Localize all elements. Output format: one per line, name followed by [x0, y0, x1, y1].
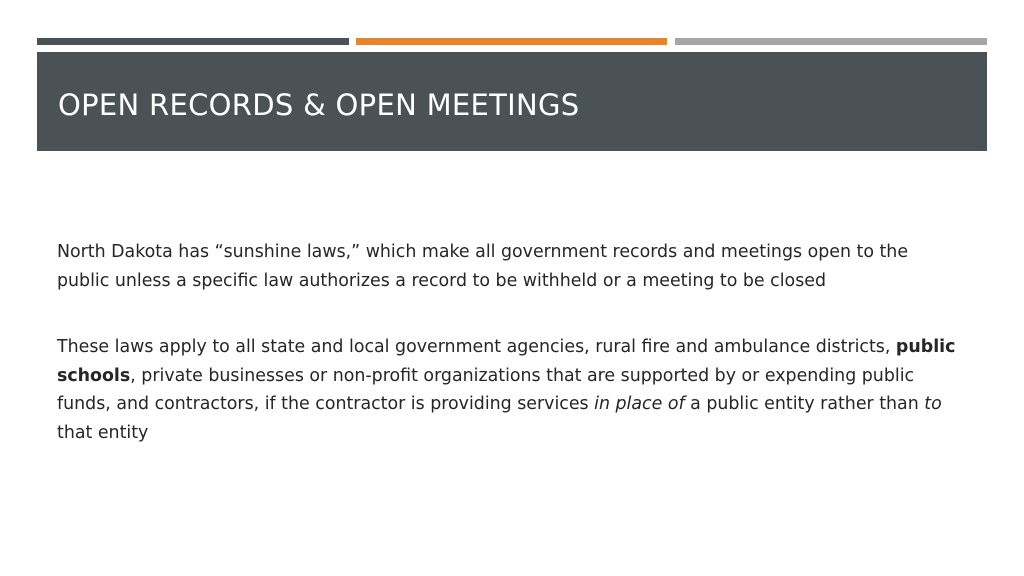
accent-bar-dark — [37, 38, 349, 45]
slide-body — [57, 238, 957, 447]
accent-bar-gray — [675, 38, 987, 45]
to-emphasis: to — [924, 394, 942, 414]
title-band — [37, 52, 987, 151]
paragraph-laws-apply — [57, 333, 957, 447]
paragraph-2-text-1: These laws apply to all state and local government agencies, rural fire and ambulance districts, — [57, 337, 896, 357]
paragraph-2-text-2: , private businesses or non-profit organizations that are supported by or expending public funds, and contractors, if the contractor is providing services — [57, 365, 915, 414]
in-place-of-emphasis: in place of — [594, 394, 685, 414]
paragraph-sunshine-laws: North Dakota has “sunshine laws,” which make all government records and meetings open to the public unless a specific law authorizes a record to be withheld or a meeting to be closed — [57, 242, 909, 291]
public-schools-emphasis: public schools — [57, 337, 956, 386]
paragraph-2-text-3: a public entity rather than — [684, 394, 925, 414]
accent-bar-orange — [356, 38, 667, 45]
slide-title: OPEN RECORDS & OPEN MEETINGS — [58, 87, 580, 122]
paragraph-2-text-4: that entity — [57, 422, 149, 443]
